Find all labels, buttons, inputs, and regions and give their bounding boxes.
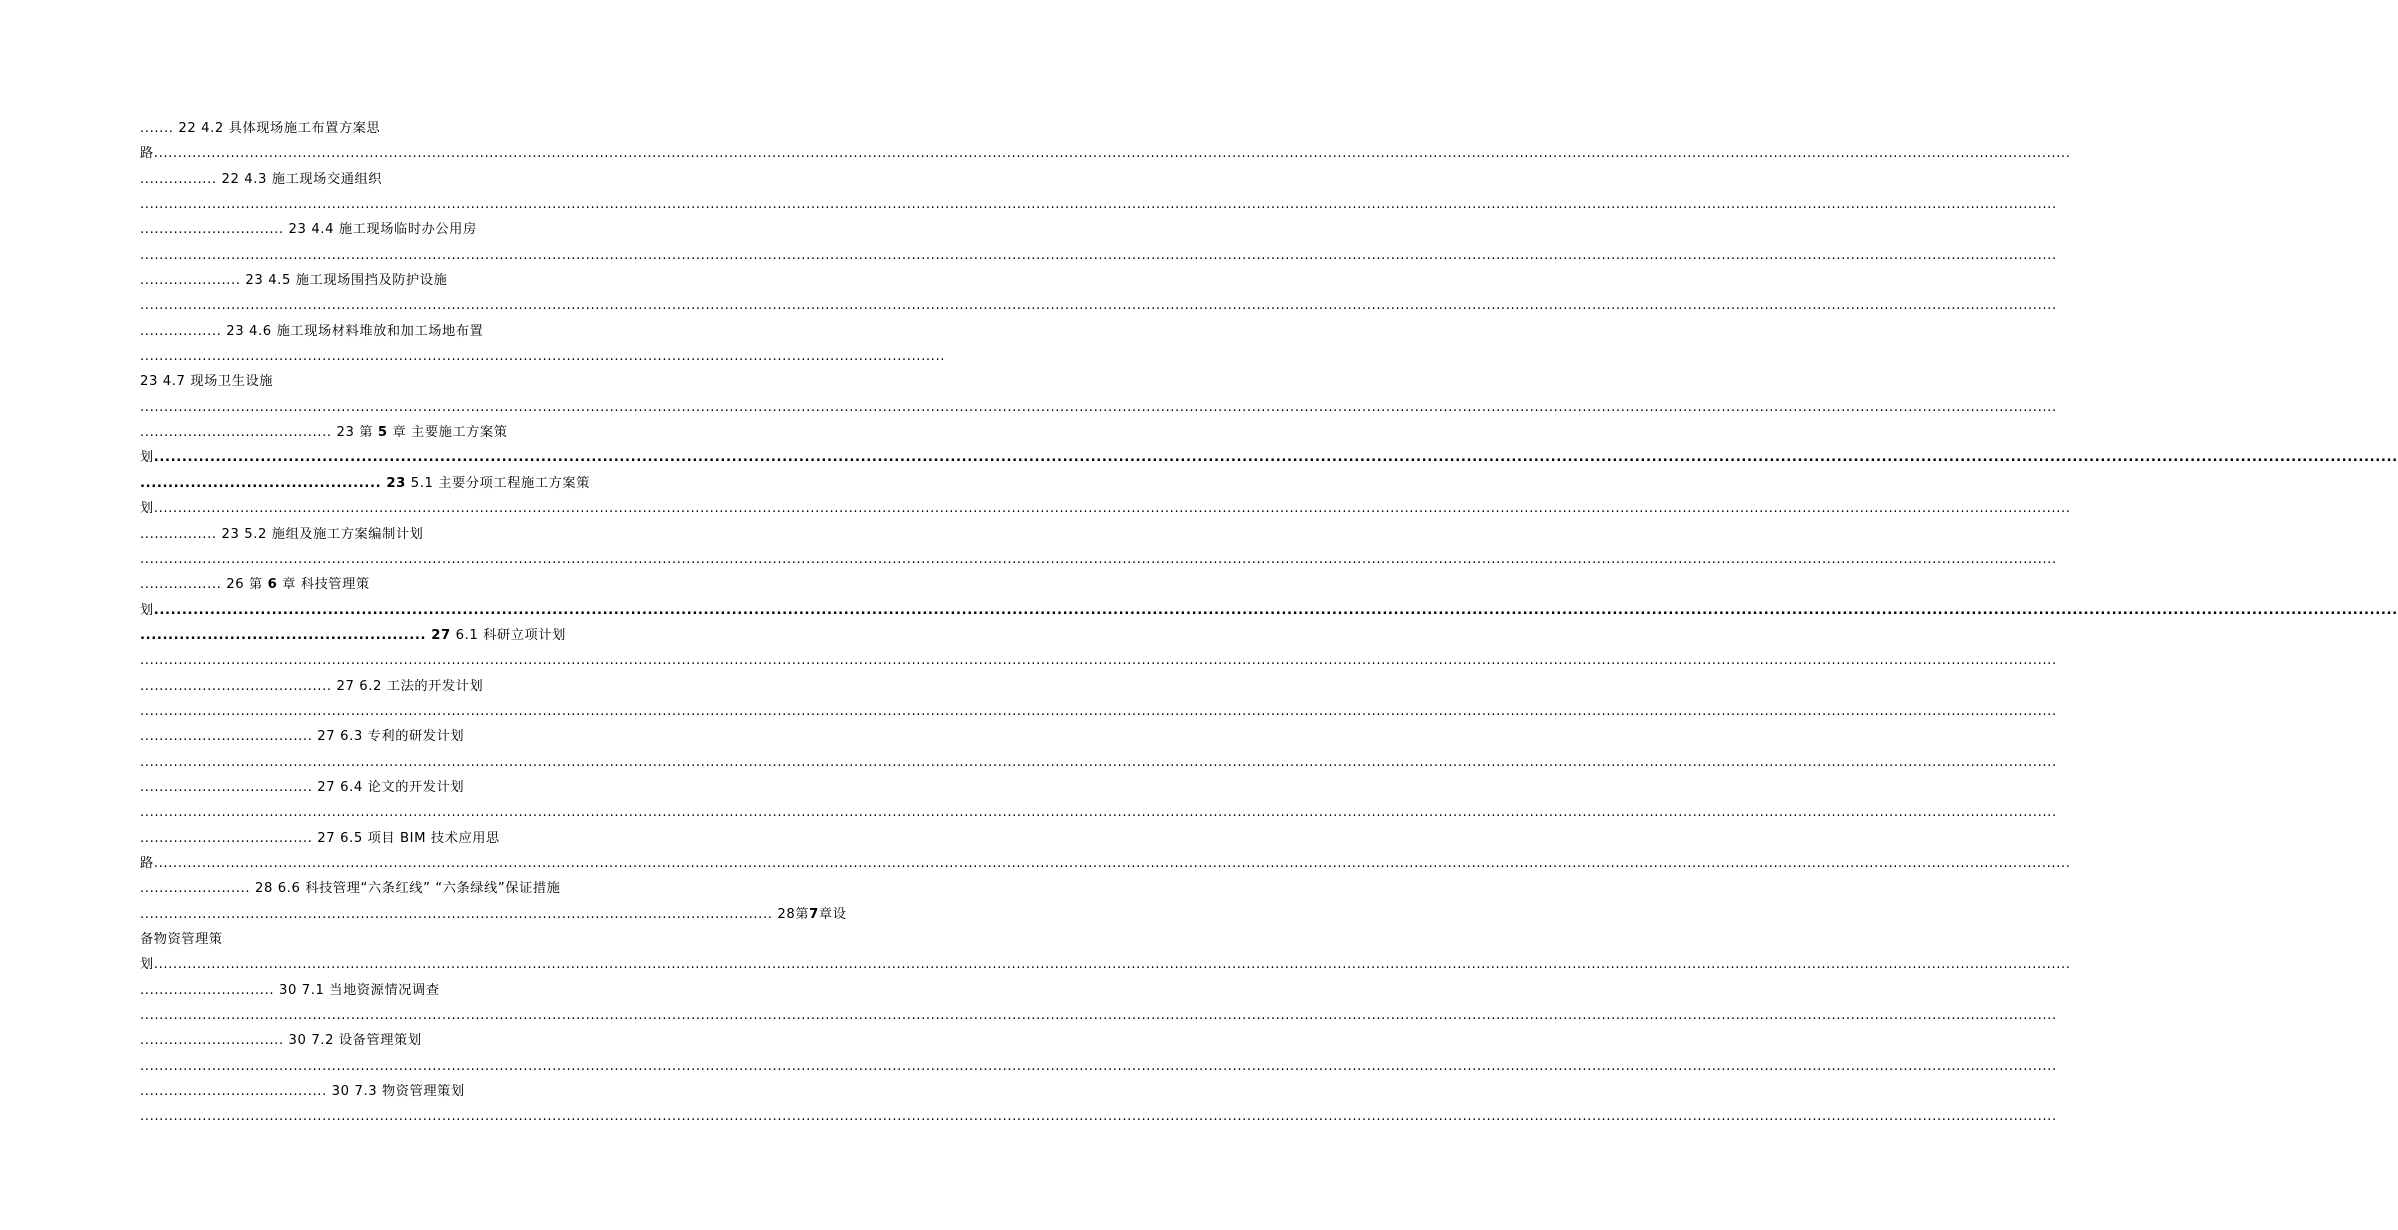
toc-line-text: 路 xyxy=(140,855,154,871)
toc-line xyxy=(140,699,2057,724)
toc-line-text: ..................... 23 4.5 施工现场围挡及防护设施 xyxy=(140,273,448,289)
toc-line-text: 23 4.7 现场卫生设施 xyxy=(140,374,274,390)
dot-leader: ................................................................................................................................................................................................................................................................................................................................................................................................................ xyxy=(140,703,2057,719)
toc-line-text: ................ 23 5.2 施组及施工方案编制计划 xyxy=(140,526,424,542)
toc-line xyxy=(140,1003,2057,1028)
toc-line xyxy=(140,750,2057,775)
toc-line-text: 章 xyxy=(818,906,833,922)
dot-leader: ................................................................................................................................................................................................................................................................................................................................................................................................................ xyxy=(140,247,2057,263)
toc-line xyxy=(140,826,810,851)
toc-line-text: 划 xyxy=(140,602,154,618)
toc-line xyxy=(140,471,810,496)
toc-line-text: 划 xyxy=(140,501,154,517)
dot-leader: ................................................................................................................................................................................................................................................................................................................................................................................................................ xyxy=(140,805,2057,821)
dot-leader: ................................................................................................................................................................................................................................................................................................................................................................................................................ xyxy=(140,551,2057,567)
toc-line-text: 7 xyxy=(809,906,819,922)
toc-line xyxy=(140,522,810,547)
toc-line xyxy=(140,445,2398,470)
toc-line xyxy=(140,952,2071,977)
toc-line-text: ................ 22 4.3 施工现场交通组织 xyxy=(140,171,383,187)
toc-line-text: 第 xyxy=(795,906,810,922)
toc-line xyxy=(140,572,810,597)
dot-leader: ................................................................................................................................................................................................................................................................................................................................................................................................................ xyxy=(153,855,2071,871)
toc-line-text: ....... 22 4.2 具体现场施工布置方案思 xyxy=(140,121,381,136)
toc-line-text: 划 xyxy=(140,450,154,466)
toc-line xyxy=(140,902,847,927)
dot-leader: ................................................................................................................................................................................................................................................................................................................................................................................................................ xyxy=(140,399,2057,415)
toc-line-text: ........................................ 27 6.2 工法的开发计划 xyxy=(140,678,484,694)
toc-line xyxy=(140,293,2057,318)
toc-line xyxy=(140,674,810,699)
toc-line xyxy=(140,598,2398,623)
toc-line-text: ....................................... 30 7.3 物资管理策划 xyxy=(140,1084,465,1100)
toc-line xyxy=(140,496,2071,521)
toc-line-text: .............................. 23 4.4 施工现场临时办公用房 xyxy=(140,222,477,238)
toc-line-leader-page: ........................................... 23 xyxy=(140,475,406,491)
toc-line xyxy=(140,876,810,901)
chapter-number: 6 xyxy=(267,577,278,593)
toc-line xyxy=(140,547,2057,572)
toc-line xyxy=(140,851,2071,876)
dot-leader: ................................................................................................................................................................................................................................................................................................................................................................................................................ xyxy=(140,653,2057,669)
toc-line-text: ............................ 30 7.1 当地资源情况调查 xyxy=(140,982,440,998)
dot-leader: ................................................................................................................................................................................................................................................................................................................................................................................................................ xyxy=(153,501,2071,517)
toc-line xyxy=(140,1028,810,1053)
toc-line-text: .................................... 27 6.4 论文的开发计划 xyxy=(140,779,465,795)
toc-line xyxy=(140,1079,810,1104)
toc-line xyxy=(140,319,810,344)
toc-line-text: ................................................... 27 6.1 科研立项计划 xyxy=(140,627,566,643)
toc-line-text: ....................... 28 6.6 科技管理“六条红线” “六条绿线”保证措施 xyxy=(140,881,561,897)
dot-leader: ................................................................................................................................................................................................................................................................................................................................................................................................................ xyxy=(153,957,2071,973)
dot-leader: ................................................................................................................................................................................................................................................................................................................................................................................................................ xyxy=(140,197,2057,213)
dot-leader: ................................................................................................................................................................................................................................................................................................................................................................................................................ xyxy=(140,1008,2057,1024)
dot-leader: ................................................................................................................................................................................................................................................................................................................................................................................................................ xyxy=(153,450,2398,466)
toc-line xyxy=(140,141,2071,166)
toc-line xyxy=(140,420,810,445)
dot-leader: ................................................................................................................................................................................................................................................................................................................................................................................................................ xyxy=(140,754,2057,770)
toc-line-text: 路 xyxy=(140,146,154,162)
dot-leader: ................................................................................................................................................................................................................................................................................................................................................................................................................ xyxy=(153,602,2398,618)
toc-line xyxy=(140,116,810,141)
toc-line xyxy=(140,1054,2057,1079)
toc-line xyxy=(140,167,810,192)
toc-line-text: .............................. 30 7.2 设备管理策划 xyxy=(140,1033,422,1049)
toc-line xyxy=(140,648,2057,673)
toc-line xyxy=(140,724,810,749)
toc-line-text: .................................... 27 6.5 项目 BIM 技术应用思 xyxy=(140,830,500,846)
toc-line xyxy=(140,623,810,648)
toc-line-text: ........................................ 23 第 5 章 主要施工方案策 xyxy=(140,425,508,441)
dot-leader: ................................................................................................................................................................................................................................................................................................................................................................................................................ xyxy=(140,1058,2057,1074)
toc-line-text: ........................................................................................................................................................................ xyxy=(140,349,946,365)
toc-line xyxy=(140,268,810,293)
table-of-contents xyxy=(140,116,2398,1130)
toc-line-text: .................................................................................................................................... 28 xyxy=(140,906,796,922)
toc-line-text: ................. 23 4.6 施工现场材料堆放和加工场地布置 xyxy=(140,323,484,339)
toc-line xyxy=(140,192,2057,217)
toc-line-text: .................................... 27 6.3 专利的研发计划 xyxy=(140,729,465,745)
chapter-number: 5 xyxy=(377,425,388,441)
toc-line-text: 划 xyxy=(140,957,154,973)
dot-leader: ................................................................................................................................................................................................................................................................................................................................................................................................................ xyxy=(140,1109,2057,1125)
toc-line-text: ........................................... 23 5.1 主要分项工程施工方案策 xyxy=(140,475,590,491)
toc-line-text: ................. 26 第 6 章 科技管理策 xyxy=(140,577,370,593)
toc-line xyxy=(140,775,810,800)
toc-line xyxy=(140,369,810,394)
toc-line xyxy=(140,1104,2057,1129)
toc-line xyxy=(140,800,2057,825)
toc-line xyxy=(140,243,2057,268)
toc-line xyxy=(140,217,810,242)
dot-leader: ................................................................................................................................................................................................................................................................................................................................................................................................................ xyxy=(153,146,2071,162)
toc-line xyxy=(140,927,810,952)
toc-line-text: 备物资管理策 xyxy=(140,932,223,947)
toc-line xyxy=(140,978,810,1003)
toc-line xyxy=(140,395,2057,420)
dot-leader: ................................................................................................................................................................................................................................................................................................................................................................................................................ xyxy=(140,298,2057,314)
toc-line-leader-page: ................................................... 27 xyxy=(140,627,451,643)
toc-line xyxy=(140,344,946,369)
toc-line-text: 设 xyxy=(832,906,847,922)
